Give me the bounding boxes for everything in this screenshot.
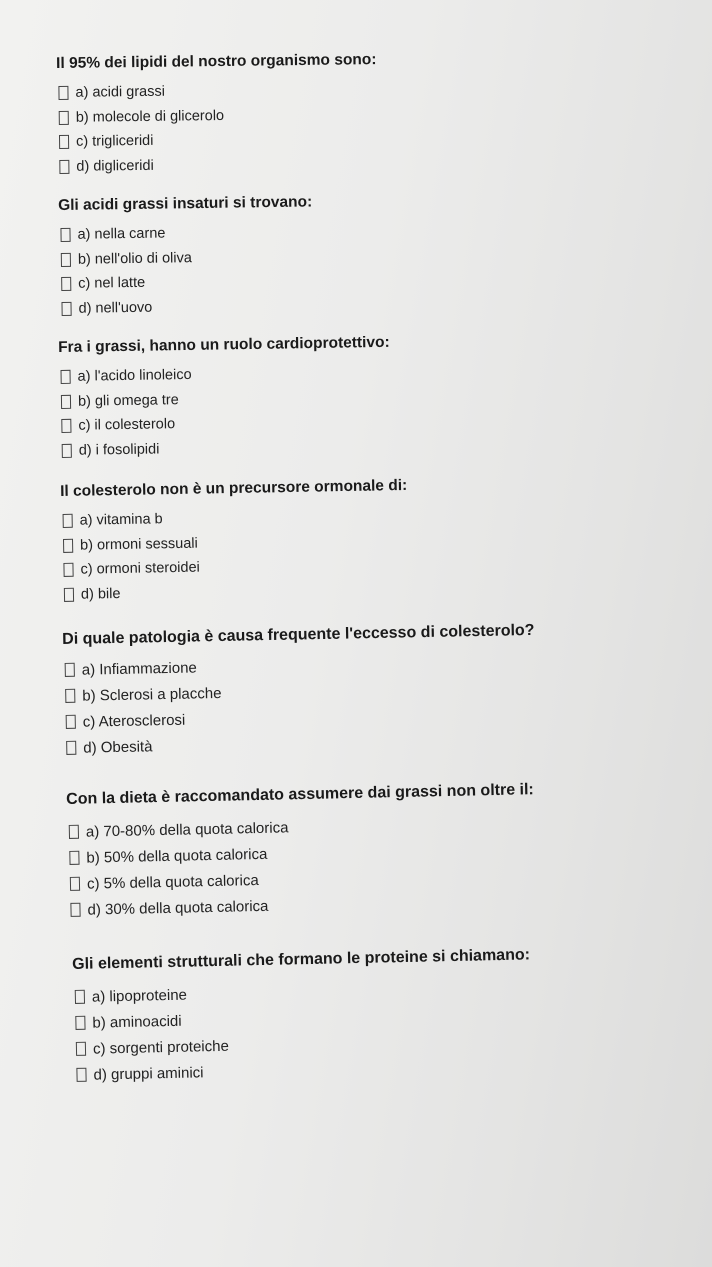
option-label: b) aminoacidi: [92, 1012, 182, 1032]
checkbox-icon[interactable]: [61, 395, 71, 409]
checkbox-icon[interactable]: [70, 877, 80, 891]
option-label: a) vitamina b: [79, 511, 163, 529]
question-text: Gli elementi strutturali che formano le proteine si chiamano:: [72, 946, 531, 973]
option-label: c) Aterosclerosi: [82, 711, 186, 731]
checkbox-icon[interactable]: [64, 588, 74, 602]
checkbox-icon[interactable]: [59, 135, 69, 149]
checkbox-icon[interactable]: [61, 253, 71, 267]
question-text: Il 95% dei lipidi del nostro organismo sono:: [56, 51, 377, 72]
option-label: c) sorgenti proteiche: [92, 1037, 230, 1058]
question-3: [58, 328, 700, 463]
option-label: d) i fosolipidi: [78, 441, 160, 459]
checkbox-icon[interactable]: [59, 160, 69, 174]
checkbox-icon[interactable]: [61, 302, 71, 316]
option-label: c) 5% della quota calorica: [86, 871, 259, 893]
option-label: d) gruppi aminici: [93, 1063, 204, 1084]
checkbox-icon[interactable]: [66, 741, 76, 755]
option-label: a) l'acido linoleico: [77, 367, 192, 385]
checkbox-icon[interactable]: [63, 514, 73, 528]
question-4: [60, 471, 702, 607]
option-label: d) nell'uovo: [78, 299, 153, 317]
checkbox-icon[interactable]: [65, 663, 75, 677]
question-1: [56, 46, 697, 179]
question-text: Il colesterolo non è un precursore ormonale di:: [60, 476, 408, 500]
checkbox-icon[interactable]: [69, 825, 79, 839]
question-text: Con la dieta è raccomandato assumere dai grassi non oltre il:: [66, 781, 534, 808]
option-label: a) lipoproteine: [91, 986, 188, 1006]
option-label: d) bile: [80, 585, 121, 603]
option-label: d) digliceridi: [76, 157, 154, 175]
checkbox-icon[interactable]: [61, 370, 71, 384]
checkbox-icon[interactable]: [63, 539, 73, 553]
option-label: c) ormoni steroidei: [80, 559, 200, 578]
checkbox-icon[interactable]: [60, 228, 70, 242]
option-label: b) molecole di glicerolo: [75, 107, 225, 126]
checkbox-icon[interactable]: [58, 86, 68, 100]
checkbox-icon[interactable]: [66, 715, 76, 729]
option-label: a) acidi grassi: [75, 83, 166, 102]
option-label: b) 50% della quota calorica: [86, 845, 268, 867]
question-text: Gli acidi grassi insaturi si trovano:: [58, 193, 313, 214]
question-2: [58, 187, 700, 321]
checkbox-icon[interactable]: [75, 1016, 85, 1030]
question-text: Di quale patologia è causa frequente l'eccesso di colesterolo?: [62, 621, 535, 648]
option-label: d) 30% della quota calorica: [87, 897, 269, 919]
question-5: [62, 618, 704, 761]
option-label: b) gli omega tre: [77, 391, 179, 410]
option-label: b) Sclerosi a placche: [82, 684, 222, 705]
question-7: [72, 942, 712, 1088]
checkbox-icon[interactable]: [61, 419, 71, 433]
option-label: c) nel latte: [78, 275, 146, 292]
option-label: b) ormoni sessuali: [79, 535, 198, 554]
option-label: a) 70-80% della quota calorica: [85, 818, 289, 841]
checkbox-icon[interactable]: [69, 851, 79, 865]
checkbox-icon[interactable]: [65, 689, 75, 703]
option-label: c) il colesterolo: [78, 416, 176, 434]
question-text: Fra i grassi, hanno un ruolo cardioprotettivo:: [58, 333, 390, 356]
checkbox-icon[interactable]: [75, 990, 85, 1004]
checkbox-icon[interactable]: [76, 1042, 86, 1056]
option-label: c) trigliceridi: [75, 133, 154, 151]
question-6: [66, 777, 709, 923]
checkbox-icon[interactable]: [61, 277, 71, 291]
option-label: a) Infiammazione: [81, 658, 197, 679]
checkbox-icon[interactable]: [62, 444, 72, 458]
checkbox-icon[interactable]: [76, 1068, 86, 1082]
option-label: d) Obesità: [83, 737, 153, 757]
checkbox-icon[interactable]: [63, 563, 73, 577]
checkbox-icon[interactable]: [70, 903, 80, 917]
option-label: a) nella carne: [77, 225, 166, 243]
option-label: b) nell'olio di oliva: [77, 249, 192, 268]
checkbox-icon[interactable]: [59, 111, 69, 125]
